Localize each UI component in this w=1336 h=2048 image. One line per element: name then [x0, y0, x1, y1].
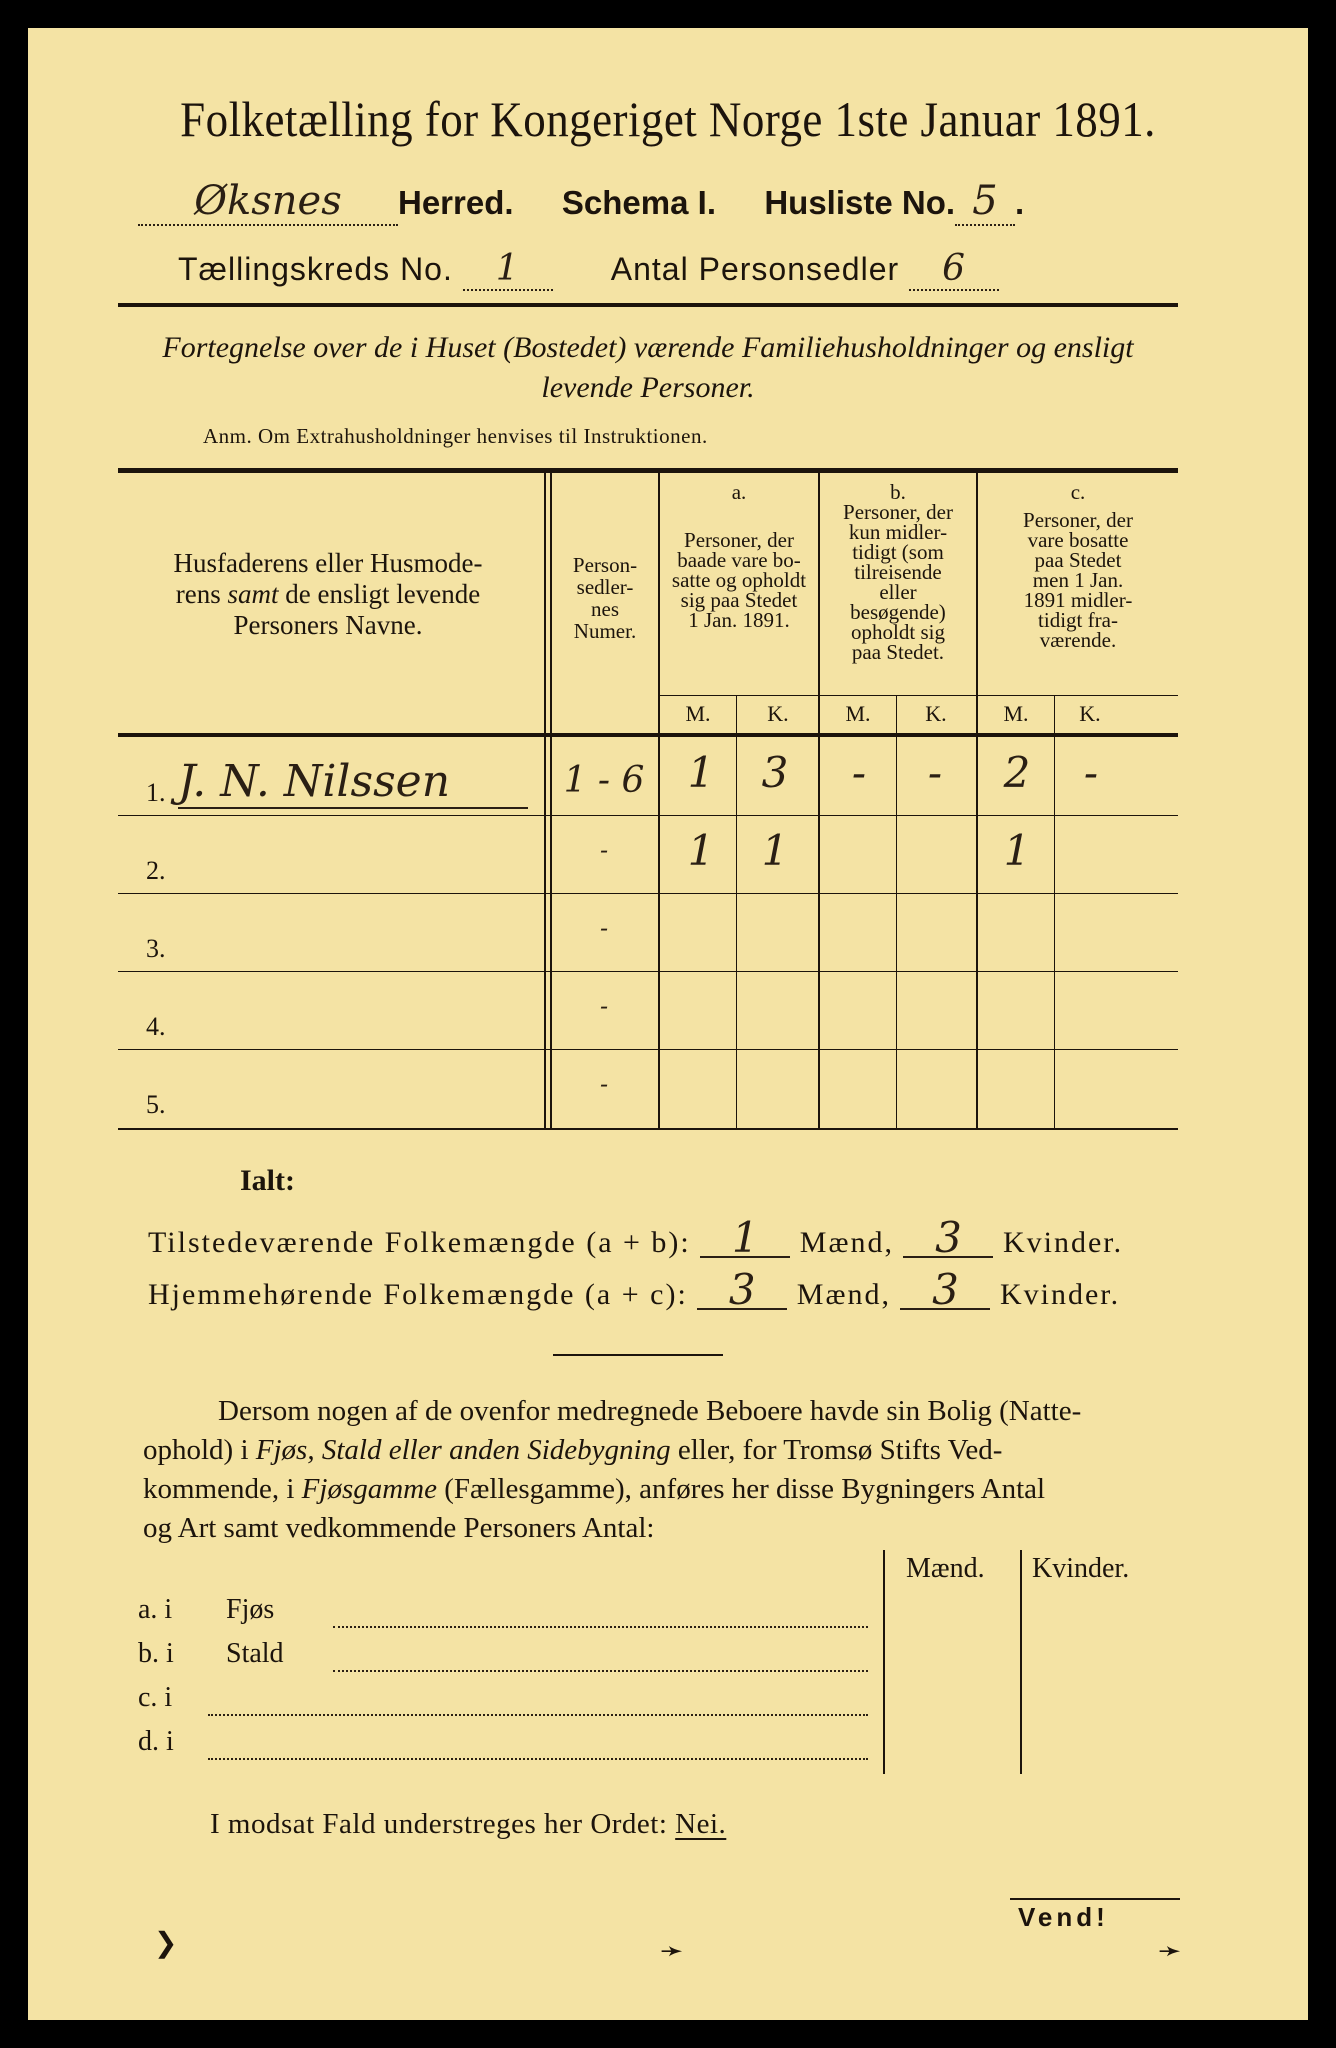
herred-line: Øksnes Herred. Schema I. Husliste No. 5 .: [138, 178, 1198, 226]
hjemme-kvinder-value: 3: [900, 1272, 990, 1310]
buildings-kvinder-header: Kvinder.: [1032, 1553, 1130, 1584]
cell-a-k: 3: [761, 748, 789, 797]
a-k-label: K.: [767, 701, 789, 726]
header-col-a: a. Personer, der baade vare bo- satte og opholdt sig paa Stedet 1 Jan. 1891.: [660, 482, 818, 630]
subtitle-line-2: levende Personer.: [541, 371, 755, 404]
cell-b-k: -: [927, 748, 943, 797]
binding-mark-icon: ➛: [1158, 1936, 1182, 1967]
hdr-c-line: værende.: [1039, 628, 1117, 652]
table-row: [118, 816, 1178, 894]
cell-a-m: 1: [687, 826, 715, 875]
hdr-a-line: 1 Jan. 1891.: [688, 608, 790, 632]
building-row: [138, 1682, 873, 1722]
header-rule: [118, 303, 1178, 307]
hdr-a-line: baade vare bo-: [677, 548, 801, 572]
hdr-c-line: 1891 midler-: [1023, 588, 1133, 612]
building-row-key: a. i: [138, 1594, 173, 1625]
cell-a-m: 1: [687, 748, 715, 797]
building-row-key: c. i: [138, 1682, 173, 1713]
hdr-a-line: Personer, der: [684, 528, 794, 552]
husliste-label: Husliste No.: [764, 184, 956, 221]
anm-note: Anm. Om Extrahusholdninger henvises til Instruktionen.: [203, 424, 708, 448]
row-number: 3.: [146, 934, 166, 963]
ialt-label: Ialt:: [240, 1164, 295, 1197]
subtitle-line-1: Fortegnelse over de i Huset (Bostedet) værende Familiehusholdninger og ensligt: [162, 331, 1134, 364]
building-row: [138, 1638, 873, 1678]
binding-mark-icon: ➛: [660, 1936, 684, 1967]
buildings-maend-header: Mænd.: [906, 1553, 985, 1584]
building-row-label: Stald: [226, 1638, 284, 1669]
hdr-b-line: tidigt (som: [852, 540, 944, 564]
herred-label: Herred.: [398, 184, 514, 221]
antal-label: Antal Personsedler: [610, 251, 900, 287]
nei-word: Nei.: [675, 1808, 727, 1840]
building-row-fill: [333, 1626, 868, 1628]
row-number: 4.: [146, 1012, 166, 1041]
hdr-b-line: eller: [879, 580, 917, 604]
c-m-label: M.: [1003, 701, 1029, 726]
table-row: [118, 738, 1178, 816]
husliste-value: 5: [955, 178, 1015, 226]
cell-c-m: 1: [1003, 826, 1031, 875]
hdr-b-line: tilreisende: [854, 560, 942, 584]
schema-label: Schema I.: [561, 184, 716, 221]
row-number: 2.: [146, 856, 166, 885]
vend-label: Vend!: [1018, 1902, 1109, 1932]
building-row-key: b. i: [138, 1638, 174, 1669]
hdr-c-line: paa Stedet: [1034, 548, 1122, 572]
table-row: [118, 894, 1178, 972]
row-number: 5.: [146, 1090, 166, 1119]
row-sedler: -: [599, 1070, 609, 1098]
building-row: [138, 1726, 873, 1766]
hdr-c-line: vare bosatte: [1027, 528, 1129, 552]
hdr-a-line: satte og opholdt: [671, 568, 807, 592]
header-col-c: c. Personer, der vare bosatte paa Stedet men 1 Jan. 1891 midler- tidigt fra- værende.: [978, 482, 1178, 650]
b-m-label: M.: [845, 701, 871, 726]
building-row-fill: [208, 1714, 868, 1716]
row-sedler: 1 - 6: [563, 760, 645, 801]
antal-value: 6: [909, 248, 999, 291]
b-k-label: K.: [925, 701, 947, 726]
kreds-label: Tællingskreds No.: [178, 251, 453, 287]
hdr-a-line: sig paa Stedet: [680, 588, 798, 612]
hdr-b-line: paa Stedet.: [851, 640, 945, 664]
hdr-b-line: opholdt sig: [851, 620, 945, 644]
kreds-value: 1: [463, 248, 553, 291]
hjemme-maend-value: 3: [697, 1272, 787, 1310]
buildings-paragraph: Dersom nogen af de ovenfor medregnede Beboere havde sin Bolig (Natte- ophold) i Fjøs, Stald eller anden Sidebygning eller, for Tromsø Stifts Ved- kommende, i Fjøsgamme (Fællesgamme), anføres her disse Bygningers Antal og Art samt vedkommende Personers Antal:: [143, 1395, 1082, 1544]
row-number: 1.: [146, 778, 166, 807]
header-name-column: Husfaderens eller Husmode- rens samt de ensligt levende Personers Navne.: [173, 548, 483, 640]
cell-b-m: -: [851, 748, 867, 797]
hdr-b-line: Personer, der: [843, 500, 953, 524]
hdr-b-line: kun midler-: [848, 520, 948, 544]
census-form: [28, 28, 1308, 2020]
row-name: J. N. Nilssen: [178, 756, 528, 809]
nei-line: I modsat Fald understreges her Ordet: Nei.: [210, 1808, 727, 1840]
cell-c-m: 2: [1003, 748, 1031, 797]
subtitle: [118, 328, 1178, 408]
table-row: [118, 1050, 1178, 1128]
household-table: [118, 468, 1178, 1128]
hjemme-line: Hjemmehørende Folkemængde (a + c): 3 Mænd, 3 Kvinder.: [148, 1265, 1121, 1314]
hdr-b-line: besøgende): [850, 600, 946, 624]
kreds-line: [178, 248, 1138, 291]
header-col-b: b. Personer, der kun midler- tidigt (som tilreisende eller besøgende) opholdt sig paa Stedet.: [820, 482, 976, 662]
hdr-c-line: tidigt fra-: [1038, 608, 1118, 632]
building-row-fill: [333, 1670, 868, 1672]
building-row-fill: [208, 1758, 868, 1760]
building-row: [138, 1594, 873, 1634]
row-sedler: -: [599, 992, 609, 1020]
hdr-c-line: men 1 Jan.: [1032, 568, 1124, 592]
building-row-key: d. i: [138, 1726, 174, 1757]
row-sedler: -: [599, 836, 609, 864]
divider: [553, 1354, 723, 1356]
binding-mark-icon: ❯: [154, 1928, 178, 1959]
tilstede-line: Tilstedeværende Folkemængde (a + b): 1 Mænd, 3 Kvinder.: [148, 1213, 1124, 1262]
form-title: Folketælling for Kongeriget Norge 1ste Januar 1891.: [180, 91, 1156, 147]
cell-c-k: -: [1083, 748, 1099, 797]
row-sedler: -: [599, 914, 609, 942]
herred-value: Øksnes: [138, 178, 398, 226]
a-m-label: M.: [685, 701, 711, 726]
cell-a-k: 1: [761, 826, 789, 875]
hdr-c-line: Personer, der: [1023, 508, 1133, 532]
header-sedler-column: Person- sedler- nes Numer.: [572, 553, 638, 643]
building-row-label: Fjøs: [226, 1594, 275, 1625]
table-row: [118, 972, 1178, 1050]
c-k-label: K.: [1079, 701, 1101, 726]
tilstede-kvinder-value: 3: [903, 1220, 993, 1258]
tilstede-maend-value: 1: [700, 1220, 790, 1258]
